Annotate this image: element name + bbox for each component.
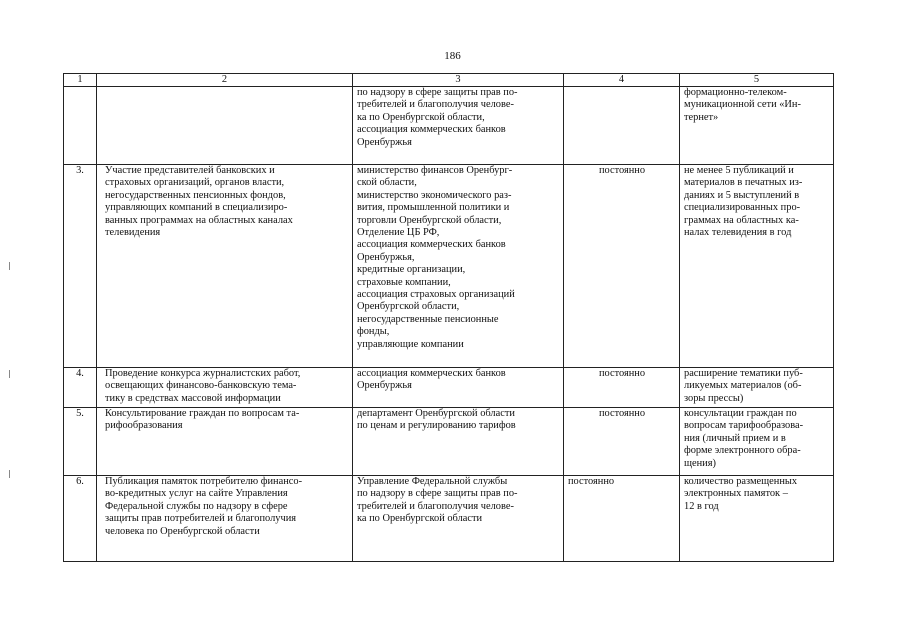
row-number: 3.: [64, 165, 97, 368]
margin-mark: [9, 262, 10, 270]
result-cell: не менее 5 публикаций и материалов в печатных из- даниях и 5 выступлений в специализированных про- граммах на областных ка- налах телевидения в год: [680, 165, 834, 368]
activity-cell: [97, 87, 353, 165]
executors-cell: департамент Оренбургской области по ценам и регулированию тарифов: [353, 408, 564, 476]
row-number: 4.: [64, 368, 97, 408]
table-row: [64, 408, 834, 476]
table-row-continuation: [64, 87, 834, 165]
page-number: 186: [444, 50, 461, 62]
executors-cell: министерство финансов Оренбург- ской области, министерство экономического раз- вития, промышленной политики и торговли Оренбургской области, Отделение ЦБ РФ, ассоциация коммерческих банков Оренбуржья, кредитные организации, страховые компании, ассоциация страховых организаций Оренбургской области, негосударственные пенсионные фонды, управляющие компании: [353, 165, 564, 368]
result-cell: консультации граждан по вопросам тарифообразова- ния (личный прием и в форме электронного обра- щения): [680, 408, 834, 476]
table-row: [64, 476, 834, 562]
period-cell: постоянно: [564, 476, 680, 562]
table-row: [64, 368, 834, 408]
period-cell: постоянно: [564, 165, 680, 368]
column-header-4: 4: [564, 74, 680, 87]
margin-mark: [9, 370, 10, 378]
table-row: [64, 165, 834, 368]
activity-cell: Проведение конкурса журналистских работ, освещающих финансово-банковскую тема- тику в средствах массовой информации: [97, 368, 353, 408]
activity-cell: Консультирование граждан по вопросам та- рифообразования: [97, 408, 353, 476]
period-cell: постоянно: [564, 408, 680, 476]
margin-mark: [9, 470, 10, 478]
period-cell: постоянно: [564, 368, 680, 408]
row-number: 5.: [64, 408, 97, 476]
executors-cell: Управление Федеральной службы по надзору в сфере защиты прав по- требителей и благополучия челове- ка по Оренбургской области: [353, 476, 564, 562]
measures-table: [63, 73, 834, 562]
column-header-5: 5: [680, 74, 834, 87]
row-number: [64, 87, 97, 165]
period-cell: [564, 87, 680, 165]
column-header-2: 2: [97, 74, 353, 87]
column-header-1: 1: [64, 74, 97, 87]
activity-cell: Публикация памяток потребителю финансо- во-кредитных услуг на сайте Управления Федеральной службы по надзору в сфере защиты прав потребителей и благополучия человека по Оренбургской области: [97, 476, 353, 562]
column-number-header-row: [64, 74, 834, 87]
result-cell: количество размещенных электронных памяток – 12 в год: [680, 476, 834, 562]
column-header-3: 3: [353, 74, 564, 87]
row-number: 6.: [64, 476, 97, 562]
executors-cell: ассоциация коммерческих банков Оренбуржья: [353, 368, 564, 408]
result-cell: формационно-телеком- муникационной сети «Ин- тернет»: [680, 87, 834, 165]
result-cell: расширение тематики пуб- ликуемых материалов (об- зоры прессы): [680, 368, 834, 408]
executors-cell: по надзору в сфере защиты прав по- требителей и благополучия челове- ка по Оренбургской области, ассоциация коммерческих банков Оренбуржья: [353, 87, 564, 165]
activity-cell: Участие представителей банковских и страховых организаций, органов власти, негосударственных пенсионных фондов, управляющих компаний в специализиро- ванных программах на областных каналах телевидения: [97, 165, 353, 368]
